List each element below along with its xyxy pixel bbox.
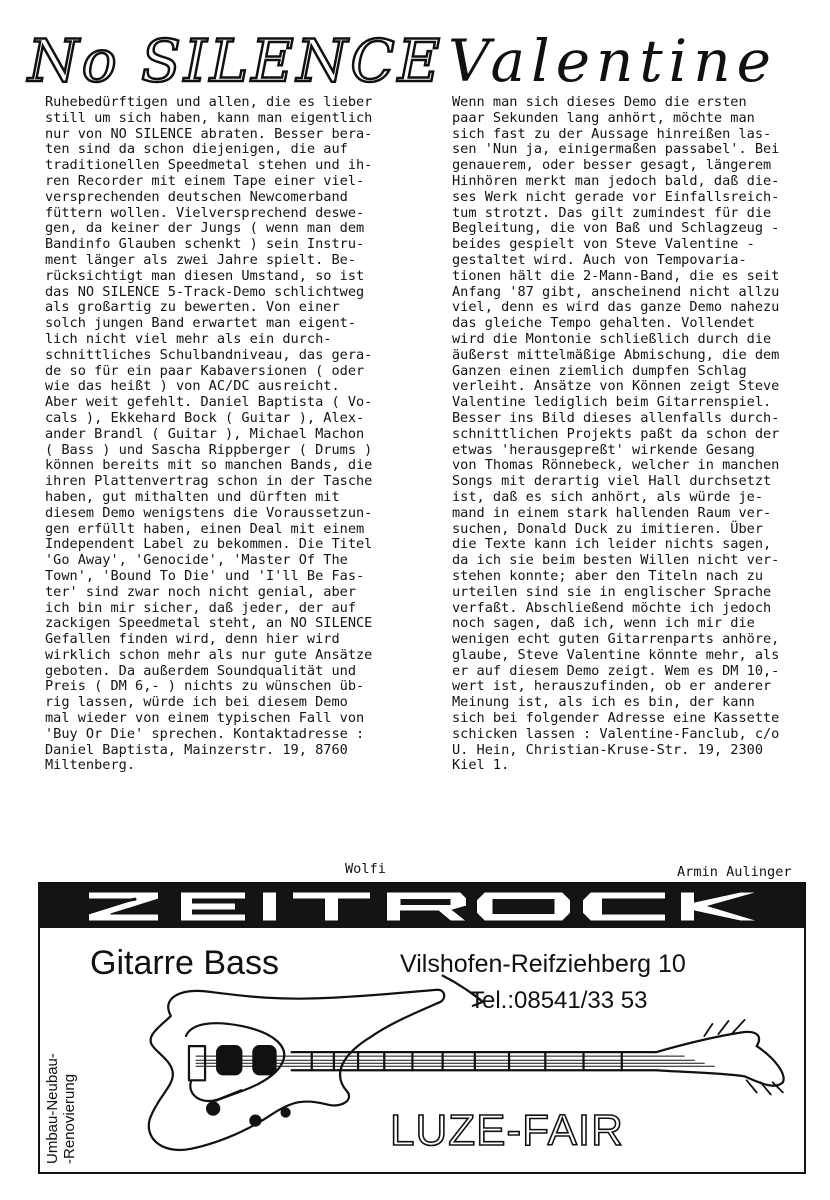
slogan: LUZE-FAIR bbox=[390, 1106, 624, 1155]
shop-phone: Tel.:08541/33 53 bbox=[470, 987, 648, 1014]
headline-valentine: Valentine bbox=[448, 27, 777, 95]
headline-no-silence: No SILENCE bbox=[28, 27, 444, 95]
shop-address: Vilshofen-Reifziehberg 10 bbox=[400, 950, 686, 978]
guitar-shop-advertisement bbox=[38, 882, 806, 1174]
article-no-silence-body: Ruhebedürftigen und allen, die es lieber still um sich haben, kann man eigentlich nur von NO SILENCE abraten. Besser bera- ten sind da schon diejenigen, die auf traditionellen Speedmetal stehen und ih- ren Recorder mit einem Tape einer viel- versprechenden deutschen Newcomerband füttern wollen. Vielversprechend deswe- gen, da keiner der Jungs ( wenn man dem Bandinfo Glauben schenkt ) sein Instru- ment länger als zwei Jahre spielt. Be- rücksichtigt man diesen Umstand, so ist das NO SILENCE 5-Track-Demo schlichtweg als großartig zu bewerten. Von einer solch jungen Band erwartet man eigent- lich nicht viel mehr als ein durch- schnittliches Schulbandniveau, das gera- de so für ein paar Kabaversionen ( oder wie das heißt ) von AC/DC ausreicht. Aber weit gefehlt. Daniel Baptista ( Vo- cals ), Ekkehard Bock ( Guitar ), Alex- ander Brandl ( Guitar ), Michael Machon ( Bass ) und Sascha Rippberger ( Drums ) können bereits mit so manchen Bands, die ihren Plattenvertrag schon in der Tasche haben, gut mithalten und dürften mit diesem Demo wenigstens die Voraussetzun- gen erfüllt haben, einen Deal mit einem Independent Label zu bekommen. Die Titel 'Go Away', 'Genocide', 'Master Of The Town', 'Bound To Die' und 'I'll Be Fas- ter' sind zwar noch nicht genial, aber ich bin mir sicher, daß jeder, der auf zackigen Speedmetal steht, an NO SILENCE Gefallen finden wird, denn hier wird wirklich schon mehr als nur gute Ansätze geboten. Da außerdem Soundqualität und Preis ( DM 6,- ) nichts zu wünschen üb- rig lassen, würde ich bei diesem Demo mal wieder von einem typischen Fall von 'Buy Or Die' sprechen. Kontaktadresse : Daniel Baptista, Mainzerstr. 19, 8760 Miltenberg. bbox=[45, 94, 373, 774]
shop-services: Umbau-Neubau- -Renovierung bbox=[44, 1053, 78, 1164]
article-valentine-body: Wenn man sich dieses Demo die ersten paar Sekunden lang anhört, möchte man sich fast zu der Aussage hinreißen las- sen 'Nun ja, einigermaßen passabel'. Bei genauerem, oder besser gesagt, längerem Hinhören merkt man jedoch bald, daß die- ses Werk nicht gerade vor Einfallsreich- tum strotzt. Das gilt zumindest für die Begleitung, die von Baß und Schlagzeug - beides gespielt von Steve Valentine - gestaltet wird. Auch von Tempovaria- tionen hält die 2-Mann-Band, die es seit Anfang '87 gibt, anscheinend nicht allzu viel, denn es wird das ganze Demo nahezu das gleiche Tempo gehalten. Vollendet wird die Montonie schließlich durch die äußerst mittelmäßige Abmischung, die dem Ganzen einen ziemlich dumpfen Schlag verleiht. Ansätze von Können zeigt Steve Valentine lediglich beim Gitarrenspiel. Besser ins Bild dieses allenfalls durch- schnittlichen Projekts paßt da schon der etwas 'herausgepreßt' wirkende Gesang von Thomas Rönnebeck, welcher in manchen Songs mit derartig viel Hall durchsetzt ist, daß es sich anhört, als würde je- mand in einem stark hallenden Raum ver- suchen, Donald Duck zu imitieren. Über die Texte kann ich leider nichts sagen, da ich sie beim besten Willen nicht ver- stehen konnte; aber den Titeln nach zu urteilen sind sie in englischer Sprache verfaßt. Abschließend möchte ich jedoch noch sagen, daß ich, wenn ich mir die wenigen echt guten Gitarrenparts anhöre, glaube, Steve Valentine könnte mehr, als er auf diesem Demo zeigt. Wem es DM 10,- wert ist, herauszufinden, ob er anderer Meinung ist, als ich es bin, der kann sich bei folgender Adresse eine Kassette schicken lassen : Valentine-Fanclub, c/o U. Hein, Christian-Kruse-Str. 19, 2300 Kiel 1. bbox=[452, 94, 780, 774]
shop-name: Gitarre Bass bbox=[90, 944, 279, 982]
article-valentine-author: Armin Aulinger bbox=[677, 864, 792, 880]
article-no-silence-author: Wolfi bbox=[345, 861, 386, 877]
